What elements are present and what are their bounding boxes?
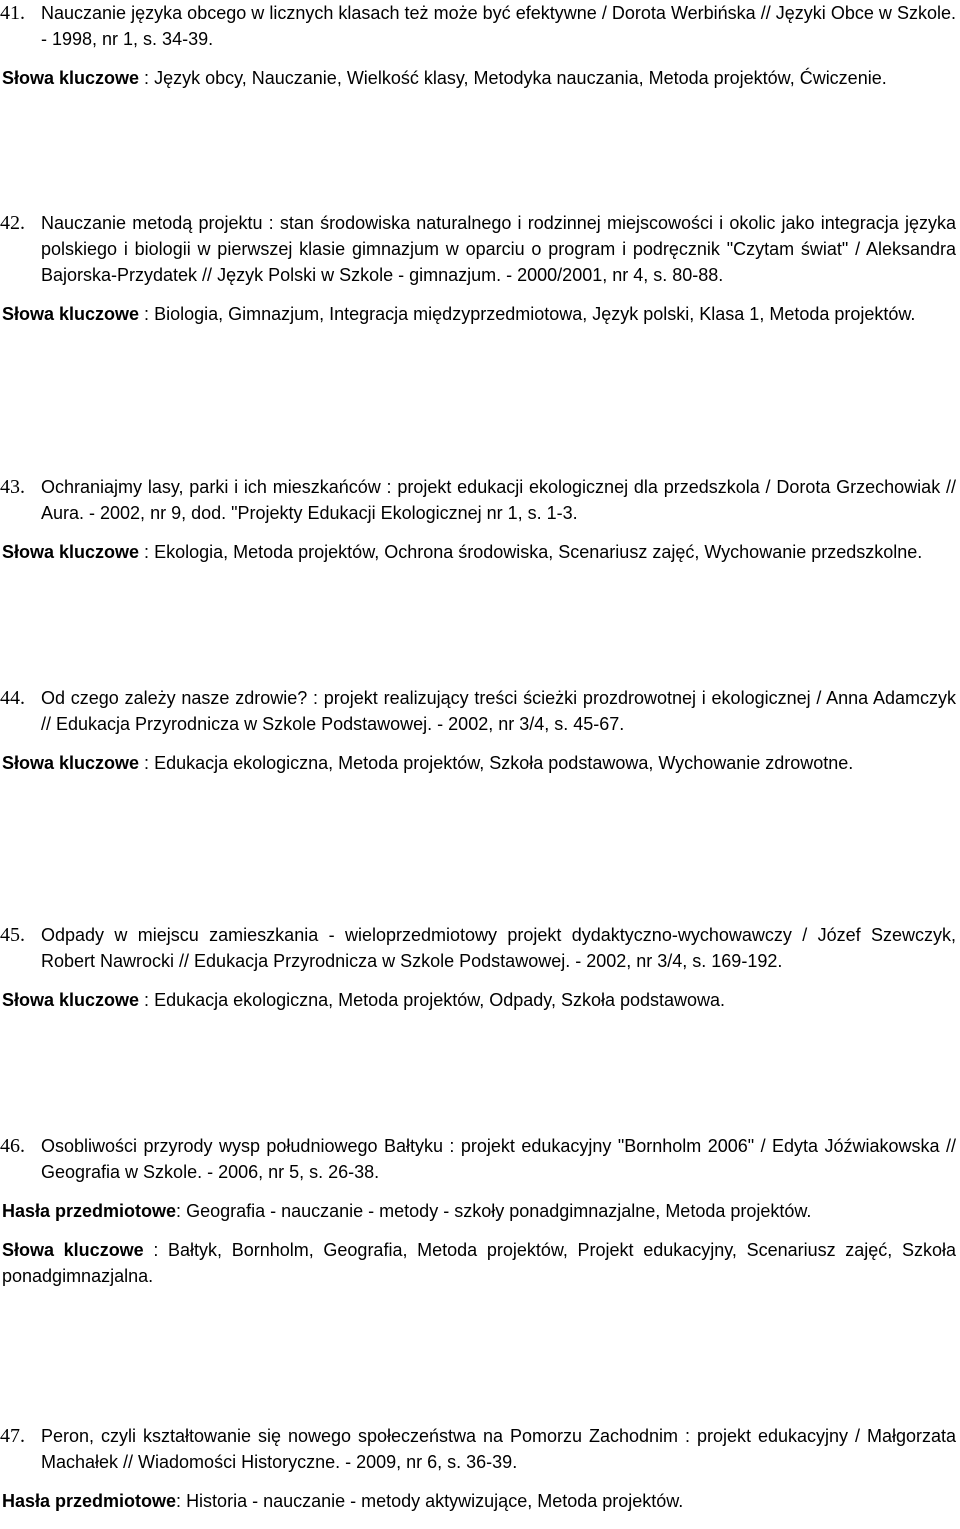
keywords-label: Słowa kluczowe bbox=[2, 1240, 144, 1260]
keywords-label: Słowa kluczowe bbox=[2, 753, 140, 773]
keywords-value: Ekologia, Metoda projektów, Ochrona środowiska, Scenariusz zajęć, Wychowanie przedszkolne. bbox=[154, 542, 923, 562]
entry-number: 44. bbox=[0, 687, 25, 709]
keywords-label: Słowa kluczowe bbox=[2, 68, 140, 88]
keywords-value: Edukacja ekologiczna, Metoda projektów, Szkoła podstawowa, Wychowanie zdrowotne. bbox=[154, 753, 854, 773]
keywords-value: Biologia, Gimnazjum, Integracja międzyprzedmiotowa, Język polski, Klasa 1, Metoda projektów. bbox=[154, 304, 916, 324]
keywords-value: Język obcy, Nauczanie, Wielkość klasy, Metodyka nauczania, Metoda projektów, Ćwiczenie. bbox=[154, 68, 887, 88]
entry-citation: Ochraniajmy lasy, parki i ich mieszkańców : projekt edukacji ekologicznej dla przedszkola / Dorota Grzechowiak // Aura. - 2002, nr 9, dod. "Projekty Edukacji Ekologicznej nr 1, s. 1-3. bbox=[41, 477, 956, 523]
subject-headings-value: Geografia - nauczanie - metody - szkoły ponadgimnazjalne, Metoda projektów. bbox=[186, 1201, 812, 1221]
bibliography-entry bbox=[0, 685, 960, 776]
entry-number: 41. bbox=[0, 2, 25, 24]
subject-headings-label: Hasła przedmiotowe bbox=[2, 1201, 177, 1221]
bibliography-entry bbox=[0, 210, 960, 327]
keywords-label: Słowa kluczowe bbox=[2, 542, 140, 562]
entry-citation: Osobliwości przyrody wysp południowego Bałtyku : projekt edukacyjny "Bornholm 2006" / Edyta Jóźwiakowska // Geografia w Szkole. - 2006, nr 5, s. 26-38. bbox=[41, 1136, 956, 1182]
keywords: Słowa kluczowe : Język obcy, Nauczanie, Wielkość klasy, Metodyka nauczania, Metoda projektów, Ćwiczenie. bbox=[2, 68, 887, 88]
keywords: Słowa kluczowe : Edukacja ekologiczna, Metoda projektów, Odpady, Szkoła podstawowa. bbox=[2, 990, 726, 1010]
keywords: Słowa kluczowe : Edukacja ekologiczna, Metoda projektów, Szkoła podstawowa, Wychowanie zdrowotne. bbox=[2, 753, 854, 773]
entry-citation: Odpady w miejscu zamieszkania - wieloprzedmiotowy projekt dydaktyczno-wychowawczy / Józef Szewczyk, Robert Nawrocki // Edukacja Przyrodnicza w Szkole Podstawowej. - 2002, nr 3/4, s. 169-192. bbox=[41, 925, 956, 971]
bibliography-entry bbox=[0, 0, 960, 91]
bibliography-entry bbox=[0, 1133, 960, 1289]
entry-number: 42. bbox=[0, 212, 25, 234]
entry-number: 46. bbox=[0, 1135, 25, 1157]
keywords-label: Słowa kluczowe bbox=[2, 990, 140, 1010]
keywords: Słowa kluczowe : Bałtyk, Bornholm, Geografia, Metoda projektów, Projekt edukacyjny, Scenariusz zajęć, Szkoła ponadgimnazjalna. bbox=[2, 1240, 956, 1286]
subject-headings: Hasła przedmiotowe: Geografia - nauczanie - metody - szkoły ponadgimnazjalne, Metoda projektów. bbox=[2, 1201, 812, 1221]
entry-citation: Nauczanie języka obcego w licznych klasach też może być efektywne / Dorota Werbińska // Języki Obce w Szkole. - 1998, nr 1, s. 34-39. bbox=[41, 3, 956, 49]
keywords: Słowa kluczowe : Ekologia, Metoda projektów, Ochrona środowiska, Scenariusz zajęć, Wychowanie przedszkolne. bbox=[2, 542, 923, 562]
entry-citation: Peron, czyli kształtowanie się nowego społeczeństwa na Pomorzu Zachodnim : projekt edukacyjny / Małgorzata Machałek // Wiadomości Historyczne. - 2009, nr 6, s. 36-39. bbox=[41, 1426, 956, 1472]
entry-number: 43. bbox=[0, 476, 25, 498]
keywords-value: Edukacja ekologiczna, Metoda projektów, Odpady, Szkoła podstawowa. bbox=[154, 990, 726, 1010]
keywords-value: Bałtyk, Bornholm, Geografia, Metoda projektów, Projekt edukacyjny, Scenariusz zajęć, Szkoła ponadgimnazjalna. bbox=[2, 1240, 956, 1286]
bibliography-entry bbox=[0, 474, 960, 565]
keywords: Słowa kluczowe : Biologia, Gimnazjum, Integracja międzyprzedmiotowa, Język polski, Klasa 1, Metoda projektów. bbox=[2, 304, 916, 324]
entry-number: 45. bbox=[0, 924, 25, 946]
keywords-label: Słowa kluczowe bbox=[2, 304, 140, 324]
bibliography-entry bbox=[0, 922, 960, 1013]
bibliography-entry bbox=[0, 1423, 960, 1514]
entry-number: 47. bbox=[0, 1425, 25, 1447]
subject-headings: Hasła przedmiotowe: Historia - nauczanie - metody aktywizujące, Metoda projektów. bbox=[2, 1491, 684, 1511]
entry-citation: Nauczanie metodą projektu : stan środowiska naturalnego i rodzinnej miejscowości i okolic jako integracja języka polskiego i biologii w pierwszej klasie gimnazjum w oparciu o program i podręcznik "Czytam świat" / Aleksandra Bajorska-Przydatek // Język Polski w Szkole - gimnazjum. - 2000/2001, nr 4, s. 80-88. bbox=[41, 213, 956, 285]
subject-headings-label: Hasła przedmiotowe bbox=[2, 1491, 177, 1511]
subject-headings-value: Historia - nauczanie - metody aktywizujące, Metoda projektów. bbox=[186, 1491, 684, 1511]
entry-citation: Od czego zależy nasze zdrowie? : projekt realizujący treści ścieżki prozdrowotnej i ekologicznej / Anna Adamczyk // Edukacja Przyrodnicza w Szkole Podstawowej. - 2002, nr 3/4, s. 45-67. bbox=[41, 688, 956, 734]
